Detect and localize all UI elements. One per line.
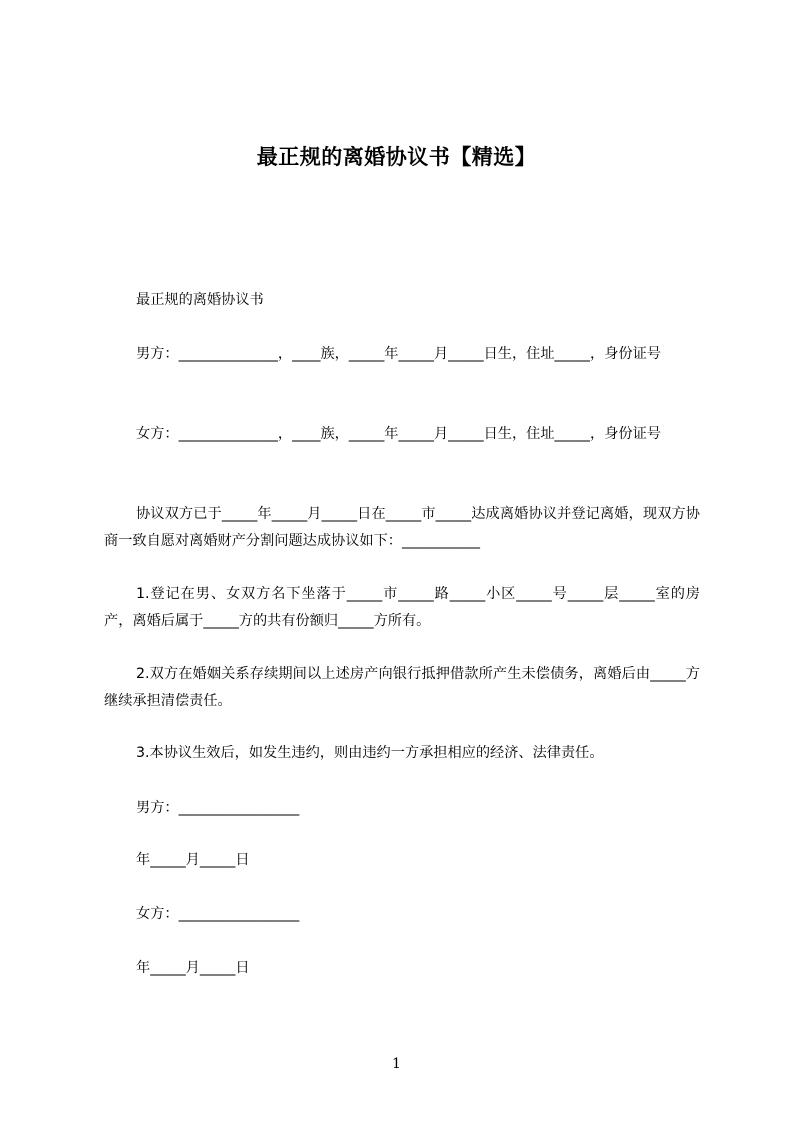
male-date-paragraph — [104, 847, 700, 874]
agreement-intro-paragraph — [104, 501, 700, 555]
female-signature-line: 女方：_________________ — [136, 906, 300, 922]
clause-2-paragraph — [104, 661, 700, 715]
clause-2-text: 2.双方在婚姻关系存续期间以上述房产向银行抵押借款所产生未偿债务，离婚后由_____方继续承担清偿责任。 — [104, 666, 700, 709]
male-info-text: 男方：______________，____族，_____年_____月_____日生，住址_____，身份证号 — [136, 346, 661, 362]
male-date-line: 年_____月_____日 — [136, 852, 250, 868]
male-info-paragraph — [104, 341, 700, 368]
clause-3-text: 3.本协议生效后，如发生违约，则由违约一方承担相应的经济、法律责任。 — [136, 745, 604, 761]
agreement-intro-text: 协议双方已于_____年_____月_____日在_____市_____达成离婚协议并登记离婚，现双方协商一致自愿对离婚财产分割问题达成协议如下：___________ — [104, 506, 700, 549]
male-signature-line: 男方：_________________ — [136, 800, 300, 816]
female-date-line: 年_____月_____日 — [136, 960, 250, 976]
page-number: 1 — [392, 1056, 401, 1072]
female-info-paragraph — [104, 421, 700, 448]
male-signature-paragraph — [104, 795, 700, 822]
clause-1-text: 1.登记在男、女双方名下坐落于_____市_____路_____小区_____号_____层_____室的房产，离婚后属于_____方的共有份额归_____方所有。 — [104, 586, 700, 629]
female-date-paragraph — [104, 955, 700, 982]
clause-3-paragraph — [104, 740, 700, 767]
clause-1-paragraph — [104, 581, 700, 635]
subtitle-paragraph — [104, 287, 700, 314]
female-info-text: 女方：______________，____族，_____年_____月_____日生，住址_____，身份证号 — [136, 426, 661, 442]
subtitle-text: 最正规的离婚协议书 — [136, 292, 264, 308]
female-signature-paragraph — [104, 901, 700, 928]
document-title: 最正规的离婚协议书【精选】 — [256, 145, 537, 169]
